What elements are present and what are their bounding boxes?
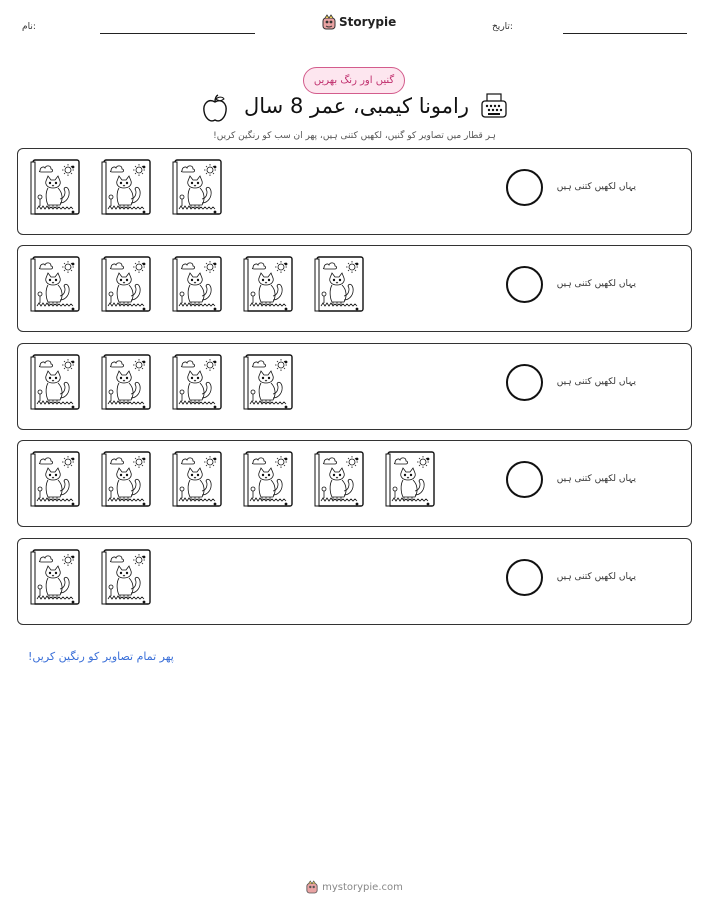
fox-book-icon: [243, 256, 294, 313]
answer-prompt: یہاں لکھیں کتنی ہیں: [556, 572, 636, 582]
counting-row: [17, 343, 692, 430]
instructions-text: ہر قطار میں تصاویر کو گنیں، لکھیں کتنی ہیں، پھر ان سب کو رنگین کریں!: [213, 131, 496, 141]
date-label: تاریخ:: [492, 22, 513, 32]
apple-icon: [202, 94, 228, 124]
fox-book-icon: [101, 256, 152, 313]
fox-book-icon: [30, 549, 81, 606]
fox-book-icon: [101, 159, 152, 216]
fox-book-icon: [30, 451, 81, 508]
site-footer: [0, 880, 709, 894]
fox-book-icon: [243, 354, 294, 411]
fox-book-icon: [30, 256, 81, 313]
fox-book-icon: [172, 354, 223, 411]
fox-book-icon: [243, 451, 294, 508]
picture-group: [30, 159, 223, 216]
worksheet-header: [0, 12, 709, 42]
date-field-line[interactable]: [563, 33, 687, 34]
answer-circle[interactable]: [506, 559, 543, 596]
counting-row: [17, 245, 692, 332]
picture-group: [30, 549, 152, 606]
typewriter-icon: [480, 92, 508, 120]
storypie-logo-icon: [306, 880, 318, 894]
storypie-logo-icon: [322, 14, 336, 30]
fox-book-icon: [172, 159, 223, 216]
answer-circle[interactable]: [506, 364, 543, 401]
answer-circle[interactable]: [506, 169, 543, 206]
fox-book-icon: [172, 256, 223, 313]
picture-group: [30, 451, 436, 508]
fox-book-icon: [172, 451, 223, 508]
answer-prompt: یہاں لکھیں کتنی ہیں: [556, 377, 636, 387]
answer-prompt: یہاں لکھیں کتنی ہیں: [556, 182, 636, 192]
footer-note: پھر تمام تصاویر کو رنگین کریں!: [28, 650, 174, 663]
fox-book-icon: [101, 451, 152, 508]
answer-prompt: یہاں لکھیں کتنی ہیں: [556, 279, 636, 289]
fox-book-icon: [101, 549, 152, 606]
answer-prompt: یہاں لکھیں کتنی ہیں: [556, 474, 636, 484]
counting-row: [17, 440, 692, 527]
page-title: رامونا کیمبی، عمر 8 سال: [244, 94, 470, 118]
counting-row: [17, 148, 692, 235]
picture-group: [30, 256, 365, 313]
activity-badge: گنیں اور رنگ بھریں: [303, 67, 405, 94]
brand: [322, 14, 396, 30]
fox-book-icon: [30, 159, 81, 216]
website-url: mystorypie.com: [322, 881, 403, 893]
fox-book-icon: [314, 451, 365, 508]
fox-book-icon: [385, 451, 436, 508]
brand-name: Storypie: [339, 15, 397, 29]
fox-book-icon: [30, 354, 81, 411]
answer-circle[interactable]: [506, 266, 543, 303]
picture-group: [30, 354, 294, 411]
answer-circle[interactable]: [506, 461, 543, 498]
counting-row: [17, 538, 692, 625]
name-field-line[interactable]: [100, 33, 255, 34]
name-label: نام:: [22, 22, 36, 32]
title-row: [190, 92, 520, 128]
fox-book-icon: [101, 354, 152, 411]
fox-book-icon: [314, 256, 365, 313]
